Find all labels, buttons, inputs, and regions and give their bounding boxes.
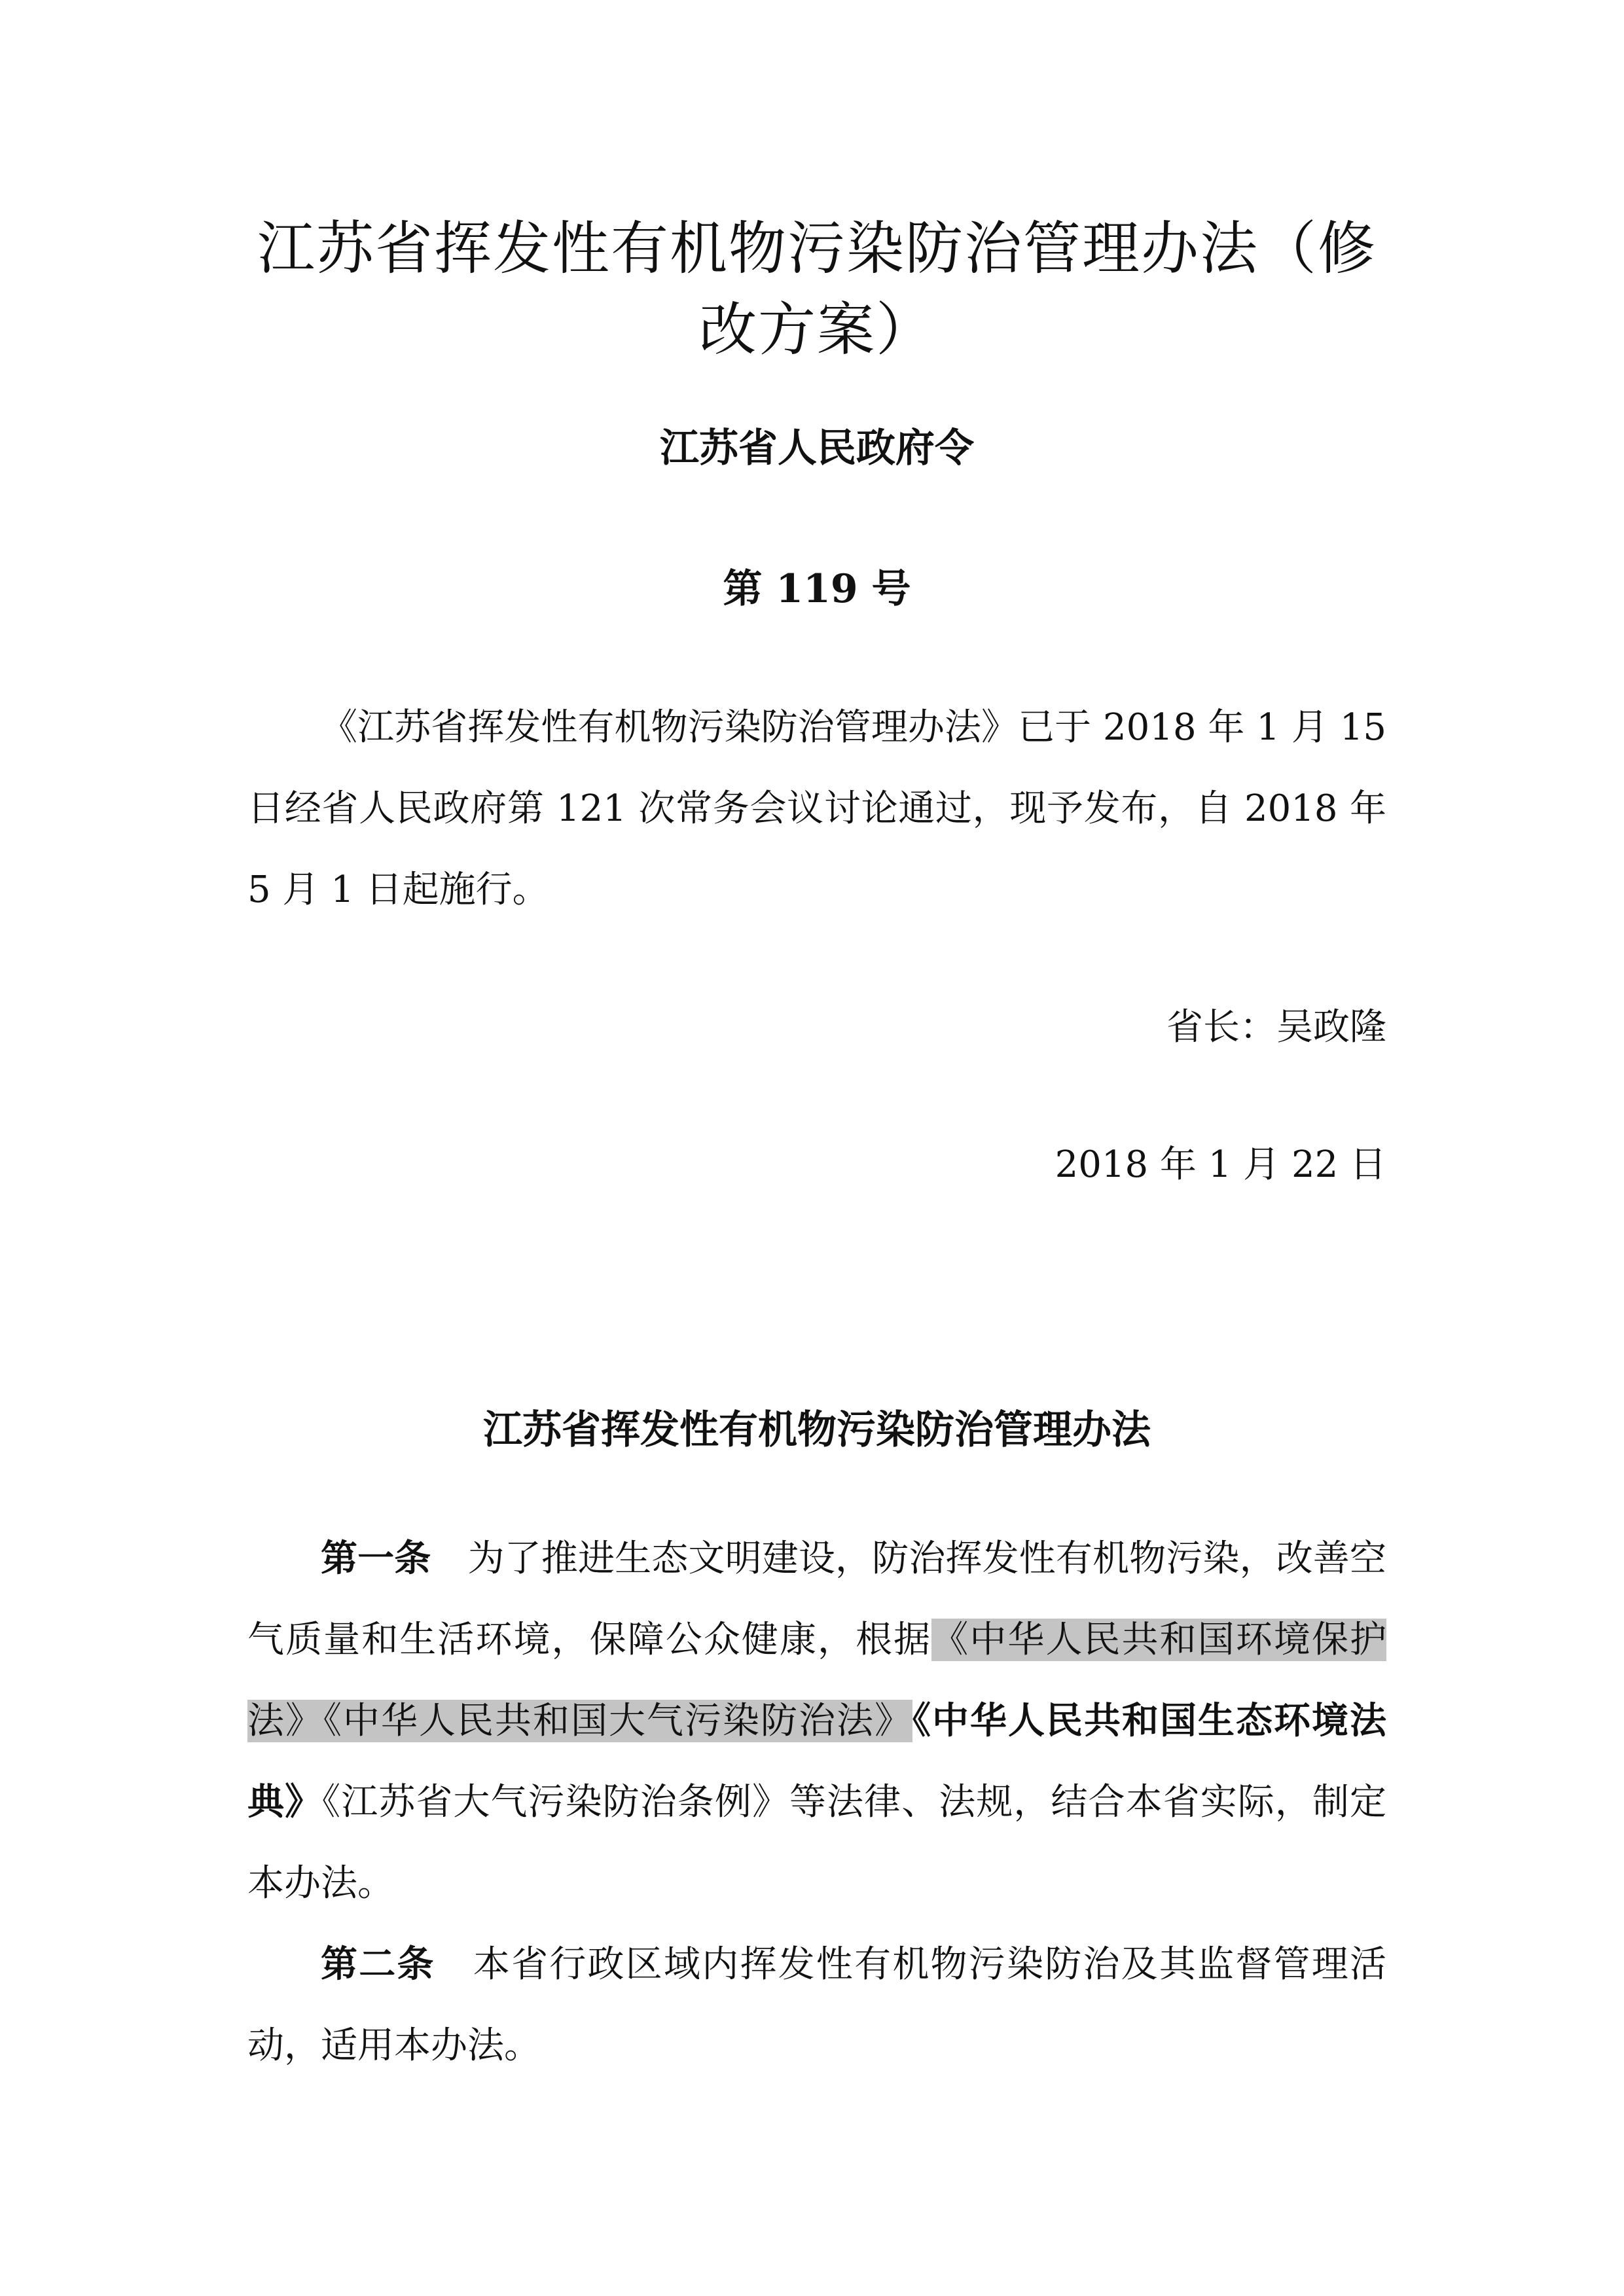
rule-title: 江苏省挥发性有机物污染防治管理办法: [483, 1407, 1151, 1453]
article-spacer: [431, 1537, 467, 1580]
order-number: 第 119 号: [723, 566, 911, 612]
article-spacer: [435, 1943, 472, 1986]
announcement-paragraph: [247, 687, 1386, 931]
article-text: 为了推进生态文明建设，防治挥发性有机物污染，改善空气质量和生活环境，保障公众健康，根据: [247, 1537, 1387, 1661]
document-title: 江苏省挥发性有机物污染防治管理办法（修改方案）: [257, 215, 1377, 363]
article-number: 第二条: [321, 1943, 435, 1986]
highlighted-law-reference: 《中华人民共和国环境保护法》《中华人民共和国大气污染防治法》: [247, 1619, 1387, 1742]
signature: 省长：吴政隆: [1166, 1006, 1386, 1049]
article-number: 第一条: [321, 1537, 431, 1580]
articles-section: [247, 1518, 1386, 2087]
article-2: [247, 1924, 1386, 2087]
order-issuer: 江苏省人民政府令: [660, 425, 974, 471]
inserted-law-reference: 《中华人民共和国生态环境法典》: [247, 1700, 1386, 1823]
signature-date: 2018 年 1 月 22 日: [1055, 1143, 1386, 1186]
article-1: [247, 1518, 1386, 1924]
article-text: 本省行政区域内挥发性有机物污染防治及其监督管理活动，适用本办法。: [247, 1943, 1387, 2067]
announcement-text: 《江苏省挥发性有机物污染防治管理办法》已于 2018 年 1 月 15 日经省人民政府第 121 次常务会议讨论通过，现予发布，自 2018 年 5 月 1 日起施行。: [247, 706, 1386, 911]
article-text-continued: 《江苏省大气污染防治条例》等法律、法规，结合本省实际，制定本办法。: [247, 1781, 1387, 1905]
